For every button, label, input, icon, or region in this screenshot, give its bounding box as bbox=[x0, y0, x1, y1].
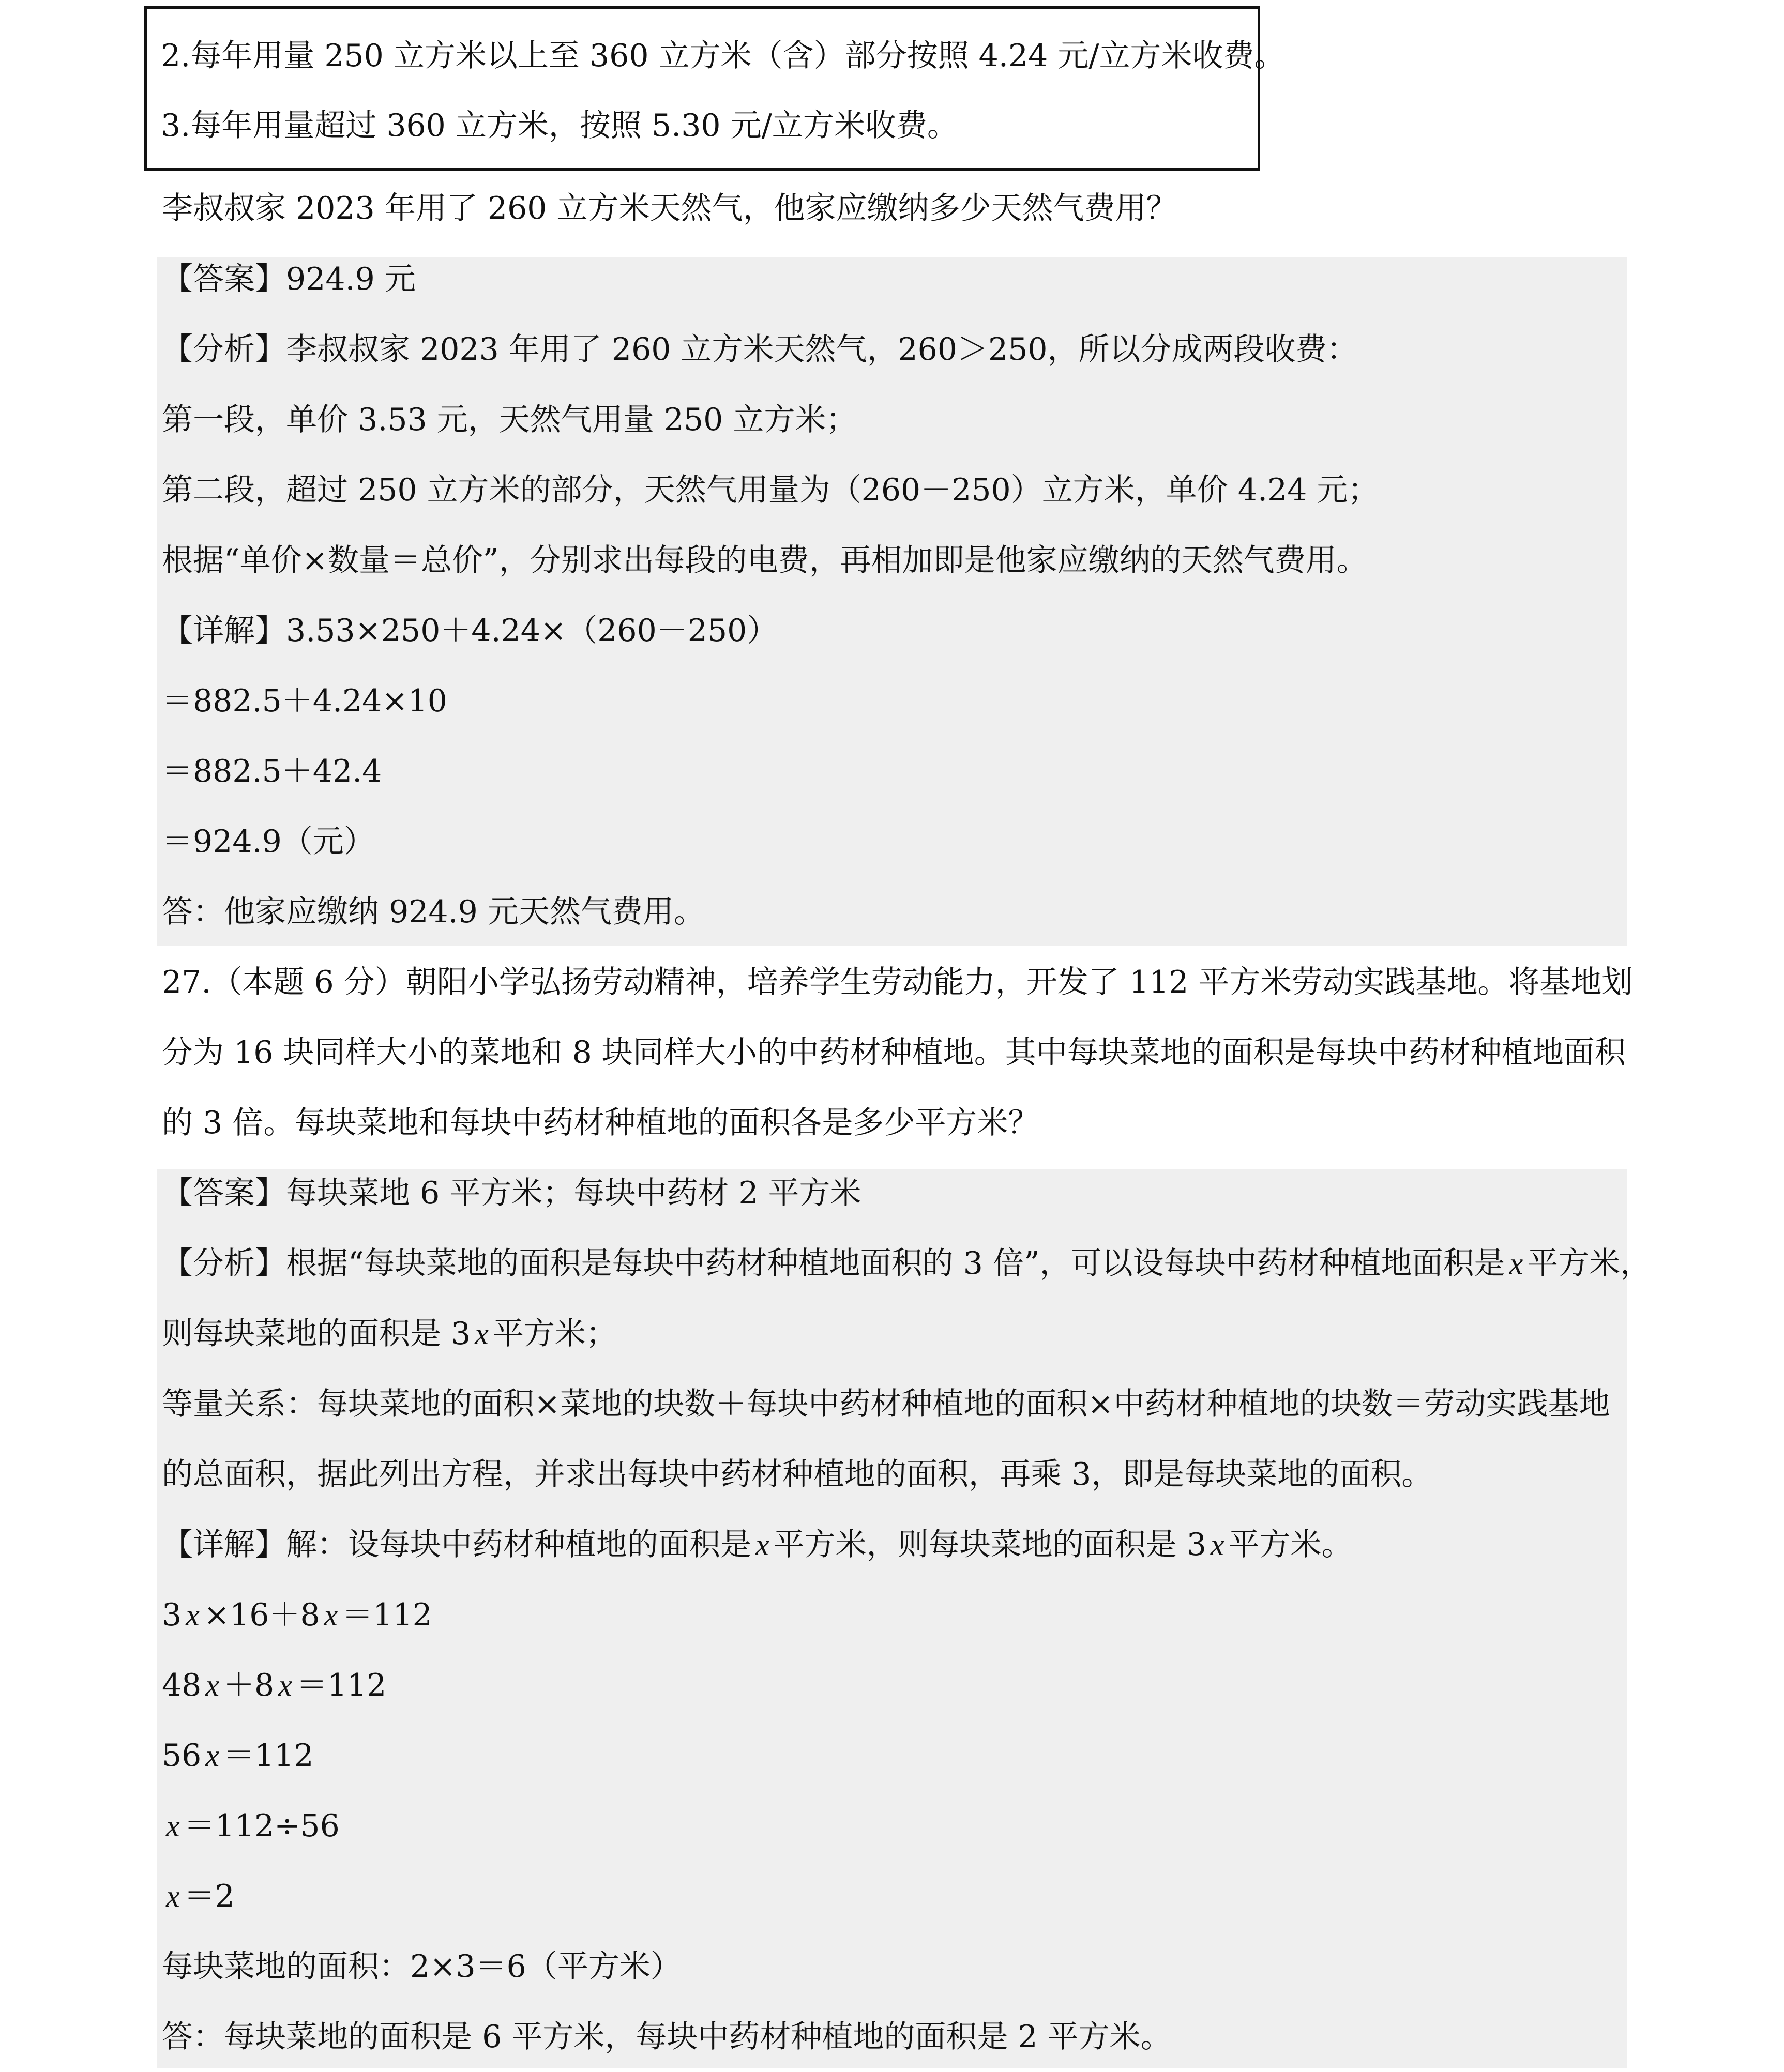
q27-detail-text: 平方米，则每块菜地的面积是 3 bbox=[773, 1527, 1206, 1563]
q27-calculation: 每块菜地的面积：2×3＝6（平方米） bbox=[162, 1948, 682, 1985]
variable-x: x bbox=[166, 1879, 180, 1913]
q26-answer: 【答案】924.9 元 bbox=[162, 261, 416, 297]
q27-analysis-line-2 bbox=[162, 1299, 617, 1369]
variable-x: x bbox=[205, 1739, 219, 1773]
q26-analysis-line: 第一段，单价 3.53 元，天然气用量 250 立方米； bbox=[162, 402, 857, 438]
q27-equation-3 bbox=[162, 1720, 314, 1791]
variable-x: x bbox=[324, 1598, 338, 1632]
q27-detail-line-1 bbox=[162, 1510, 1353, 1580]
q26-detail-line: ＝924.9（元） bbox=[162, 824, 375, 860]
rule-item-3: 3.每年用量超过 360 立方米，按照 5.30 元/立方米收费。 bbox=[161, 108, 958, 144]
variable-x: x bbox=[475, 1317, 489, 1351]
rule-item-2: 2.每年用量 250 立方米以上至 360 立方米（含）部分按照 4.24 元/立方米收费。 bbox=[161, 38, 1286, 74]
q26-analysis-line: 第二段，超过 250 立方米的部分，天然气用量为（260－250）立方米，单价 4.24 元； bbox=[162, 472, 1379, 508]
eq-part: ＝112÷56 bbox=[184, 1808, 340, 1844]
q27-analysis-line-1 bbox=[162, 1228, 1651, 1299]
variable-x: x bbox=[186, 1598, 200, 1632]
variable-x: x bbox=[1210, 1528, 1224, 1562]
q27-analysis-line-3: 等量关系：每块菜地的面积×菜地的块数＋每块中药材种植地的面积×中药材种植地的块数＝劳动实践基地 bbox=[162, 1386, 1610, 1422]
variable-x: x bbox=[1509, 1246, 1523, 1281]
eq-part: ＝112 bbox=[342, 1597, 432, 1633]
q26-detail-line: ＝882.5＋4.24×10 bbox=[162, 683, 447, 719]
q27-question-line: 的 3 倍。每块菜地和每块中药材种植地的面积各是多少平方米？ bbox=[162, 1105, 1039, 1141]
q27-analysis-text: 平方米， bbox=[1527, 1245, 1652, 1282]
q27-analysis-text: 【分析】根据“每块菜地的面积是每块中药材种植地面积的 3 倍”，可以设每块中药材种植地面积是 bbox=[162, 1245, 1505, 1282]
q27-analysis-text: 平方米； bbox=[492, 1316, 617, 1352]
q27-question-line: 27.（本题 6 分）朝阳小学弘扬劳动精神，培养学生劳动能力，开发了 112 平方米劳动实践基地。将基地划 bbox=[162, 964, 1633, 1000]
variable-x: x bbox=[166, 1809, 180, 1843]
eq-part: ＝112 bbox=[296, 1667, 387, 1703]
eq-part: ×16＋8 bbox=[203, 1597, 320, 1633]
variable-x: x bbox=[278, 1668, 292, 1702]
q27-question-line: 分为 16 块同样大小的菜地和 8 块同样大小的中药材种植地。其中每块菜地的面积是每块中药材种植地面积 bbox=[162, 1034, 1626, 1071]
q27-analysis-line-4: 的总面积，据此列出方程，并求出每块中药材种植地的面积，再乘 3，即是每块菜地的面积。 bbox=[162, 1456, 1433, 1492]
q27-detail-text: 【详解】解：设每块中药材种植地的面积是 bbox=[162, 1527, 751, 1563]
q27-equation-2 bbox=[162, 1650, 386, 1720]
q27-equation-5 bbox=[162, 1861, 235, 1931]
q27-detail-text: 平方米。 bbox=[1228, 1527, 1353, 1563]
q26-analysis-line: 根据“单价×数量＝总价”，分别求出每段的电费，再相加即是他家应缴纳的天然气费用。 bbox=[162, 542, 1368, 578]
eq-part: ＋8 bbox=[223, 1667, 275, 1703]
q27-final-answer: 答：每块菜地的面积是 6 平方米，每块中药材种植地的面积是 2 平方米。 bbox=[162, 2019, 1172, 2055]
eq-part: ＝112 bbox=[223, 1738, 314, 1774]
q26-analysis-line: 【分析】李叔叔家 2023 年用了 260 立方米天然气，260＞250，所以分成两段收费： bbox=[162, 331, 1358, 368]
q27-equation-4 bbox=[162, 1791, 340, 1861]
variable-x: x bbox=[755, 1528, 769, 1562]
variable-x: x bbox=[205, 1668, 219, 1702]
q27-answer: 【答案】每块菜地 6 平方米；每块中药材 2 平方米 bbox=[162, 1175, 861, 1211]
q27-equation-1 bbox=[162, 1580, 432, 1650]
q26-question: 李叔叔家 2023 年用了 260 立方米天然气，他家应缴纳多少天然气费用？ bbox=[162, 190, 1177, 226]
eq-part: ＝2 bbox=[184, 1878, 235, 1914]
q26-detail-line: ＝882.5＋42.4 bbox=[162, 753, 382, 789]
q27-analysis-text: 则每块菜地的面积是 3 bbox=[162, 1316, 471, 1352]
eq-part: 56 bbox=[162, 1738, 202, 1774]
eq-part: 3 bbox=[162, 1597, 182, 1633]
q26-detail-line: 【详解】3.53×250＋4.24×（260－250） bbox=[162, 613, 778, 649]
eq-part: 48 bbox=[162, 1667, 202, 1703]
q26-final-answer: 答：他家应缴纳 924.9 元天然气费用。 bbox=[162, 894, 705, 930]
